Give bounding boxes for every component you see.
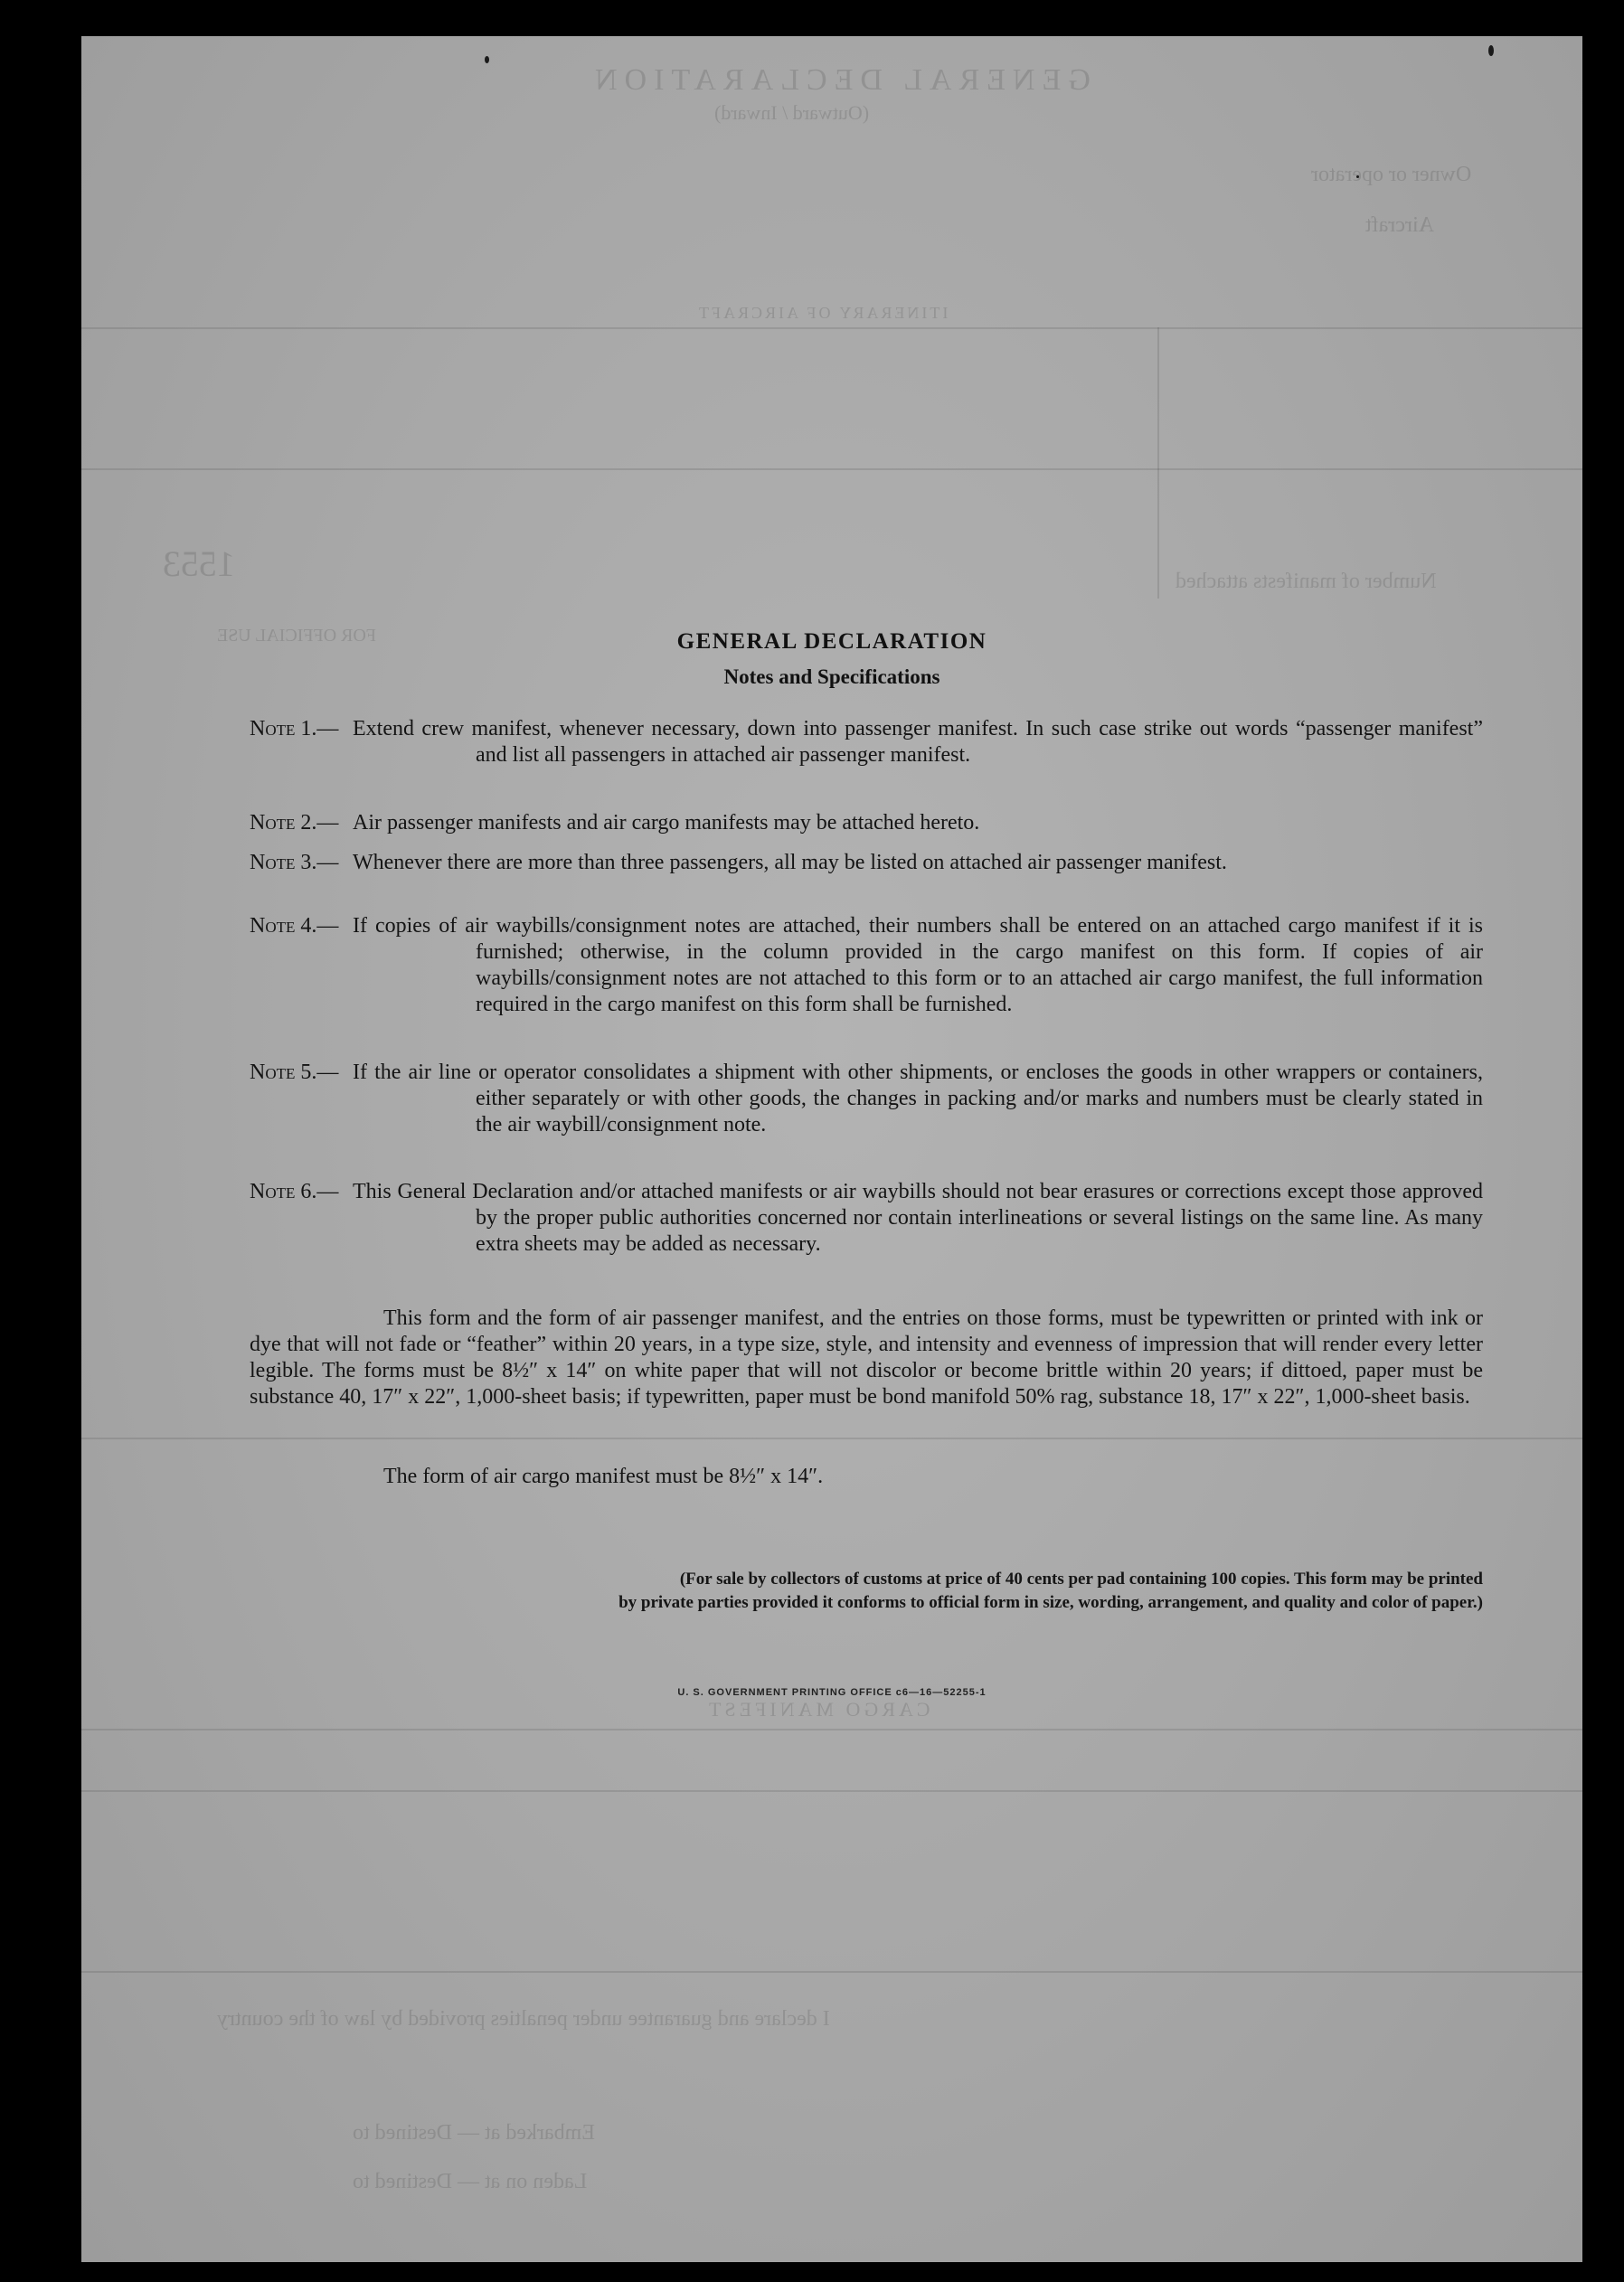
- bleed-through-rule: [81, 327, 1582, 329]
- note-text: If copies of air waybills/consignment notes are attached, their numbers shall be entered on an attached cargo manifest if it is furnished; otherwise, in the column provided in the cargo manifest on this form. If copies of air waybills/consignment notes are not attached to this form or to an attached air cargo manifest, the full information required in the cargo manifest on this form shall be furnished.: [353, 914, 1483, 1016]
- note-label: Note 2.—: [250, 811, 339, 835]
- bleed-through-rule: [81, 1438, 1582, 1439]
- note-text: This General Declaration and/or attached manifests or air waybills should not bear erasures or corrections except those approved by the proper public authorities concerned nor contain interlineations or several listings on the same line. As many extra sheets may be added as necessary.: [353, 1180, 1483, 1256]
- sale-notice-line-2: by private parties provided it conforms to official form in size, wording, arrangement, and quality and color of paper.): [618, 1593, 1483, 1612]
- note-3: [250, 850, 1483, 876]
- note-text: Air passenger manifests and air cargo manifests may be attached hereto.: [353, 811, 980, 835]
- bleed-through-official: FOR OFFICIAL USE: [217, 626, 376, 646]
- note-5: [250, 1060, 1483, 1138]
- page-subtitle: Notes and Specifications: [723, 665, 940, 688]
- bleed-through-title: GENERAL DECLARATION: [588, 63, 1091, 97]
- note-2: [250, 810, 1483, 836]
- bleed-through-rule: [81, 1729, 1582, 1730]
- bleed-through-itinerary: ITINERARY OF AIRCRAFT: [696, 304, 949, 322]
- note-label: Note 5.—: [250, 1061, 339, 1084]
- note-6: [250, 1179, 1483, 1258]
- printing-office-line: U. S. GOVERNMENT PRINTING OFFICE c6—16—52255-1: [677, 1687, 987, 1698]
- note-label: Note 1.—: [250, 717, 339, 740]
- note-text: Whenever there are more than three passengers, all may be listed on attached air passenger manifest.: [353, 851, 1227, 874]
- bleed-through-number: 1553: [163, 543, 235, 584]
- note-text: If the air line or operator consolidates a shipment with other shipments, or encloses the goods in other wrappers or containers, either separately or with other goods, the changes in packing and/or marks and numbers must be clearly stated in the air waybill/consignment note.: [353, 1061, 1483, 1136]
- document-page: [81, 36, 1582, 2262]
- bleed-through-rule: [81, 1790, 1582, 1792]
- bleed-through-declare: I declare and guarantee under penalties provided by law of the country: [217, 2007, 830, 2031]
- bleed-through-operator: Owner or operator: [1311, 163, 1472, 186]
- note-label: Note 6.—: [250, 1180, 339, 1203]
- sale-notice: [250, 1568, 1483, 1615]
- note-1: [250, 716, 1483, 769]
- note-label: Note 3.—: [250, 851, 339, 874]
- bleed-through-rule: [81, 1971, 1582, 1973]
- ink-speck: [485, 56, 489, 63]
- sale-notice-line-1: (For sale by collectors of customs at price of 40 cents per pad containing 100 copies. This form may be printed: [679, 1570, 1483, 1589]
- note-text: Extend crew manifest, whenever necessary, down into passenger manifest. In such case strike out words “passenger manifest” and list all passengers in attached air passenger manifest.: [353, 717, 1483, 767]
- bleed-through-rule: [1157, 327, 1159, 599]
- bleed-through-manifests: Number of manifests attached: [1176, 570, 1437, 593]
- cargo-manifest-size-line: The form of air cargo manifest must be 8½″ x 14″.: [383, 1465, 824, 1488]
- bleed-through-subtitle: (Outward / Inward): [714, 101, 870, 124]
- note-4: [250, 913, 1483, 1018]
- ink-speck: [1356, 175, 1359, 178]
- page-title: GENERAL DECLARATION: [676, 629, 987, 654]
- specification-paragraph: This form and the form of air passenger manifest, and the entries on those forms, must be typewritten or printed with ink or dye that will not fade or “feather” within 20 years, in a type size, style, and intensity and evenness of impression that will render every letter legible. The forms must be 8½″ x 14″ on white paper that will not discolor or become brittle within 20 years; if dittoed, paper must be substance 40, 17″ x 22″, 1,000-sheet basis; if typewritten, paper must be bond manifold 50% rag, substance 18, 17″ x 22″, 1,000-sheet basis.: [250, 1306, 1483, 1409]
- bleed-through-laden: Laden on at — Destined to: [353, 2170, 588, 2193]
- bleed-through-rule: [81, 468, 1582, 470]
- ink-speck: [1488, 45, 1494, 56]
- bleed-through-aircraft: Aircraft: [1365, 213, 1434, 237]
- bleed-through-cargo: CARGO MANIFEST: [705, 1698, 930, 1721]
- bleed-through-embarked: Embarked at — Destined to: [353, 2121, 595, 2145]
- note-label: Note 4.—: [250, 914, 339, 938]
